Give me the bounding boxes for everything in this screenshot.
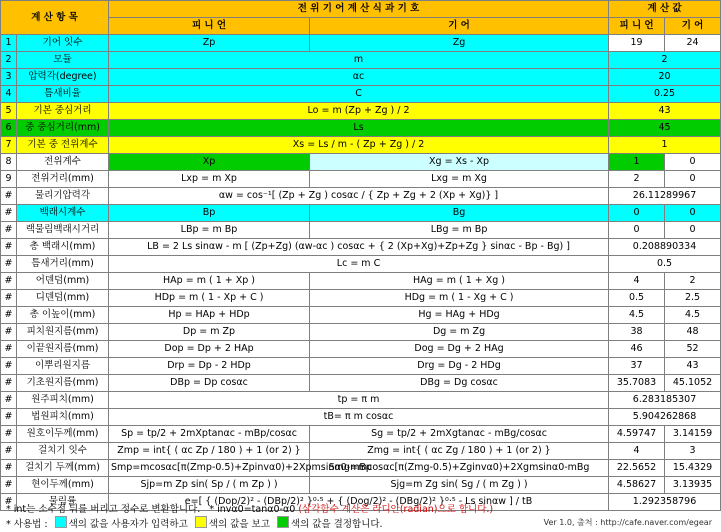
row-value-gear: 43 [665,358,721,375]
row-value-pinion: 4 [609,273,665,290]
sub-pinion-header: 피 니 언 [109,18,310,35]
row-item-name: 걸치기 잇수 [17,443,109,460]
row-value-gear: 48 [665,324,721,341]
row-number: # [1,392,17,409]
row-formula-pinion: Smp=mcosαc[π(Zmp-0.5)+Zpinvα0)+2Xpmsinα0-mBp [109,460,310,477]
row-formula-gear: LBg = m Bp [310,222,609,239]
row-item-name: 디덴덤(mm) [17,290,109,307]
row-item-name: 모듈 [17,52,109,69]
row-value-pinion: 46 [609,341,665,358]
row-value-gear: 4.5 [665,307,721,324]
table-row [1,290,721,307]
row-item-name: 현이두께(mm) [17,477,109,494]
table-row [1,358,721,375]
row-item-name: 총 백래시(mm) [17,239,109,256]
row-formula-pinion: Zp [109,35,310,52]
row-formula-gear: Lxg = m Xg [310,171,609,188]
row-value: 26.11289967 [609,188,721,205]
row-value-gear: 2.5 [665,290,721,307]
row-item-name: 피치원지름(mm) [17,324,109,341]
note-radian: (삼각함수 계산은 라디안(radian)으로 합니다.) [298,504,494,515]
row-value[interactable]: 20 [609,69,721,86]
cyan-swatch-icon [55,516,67,528]
row-value-gear: 3.14159 [665,426,721,443]
row-formula-pinion: HAp = m ( 1 + Xp ) [109,273,310,290]
row-value: 0.5 [609,256,721,273]
row-value-gear[interactable]: 0 [665,154,721,171]
col-result-header: 계 산 값 [609,1,721,18]
row-value[interactable]: 0.25 [609,86,721,103]
row-item-name: 백래시계수 [17,205,109,222]
row-value-gear: 52 [665,341,721,358]
row-formula-gear: Sjg=m Zg sin( Sg / ( m Zg ) ) [310,477,609,494]
row-item-name: 기어 잇수 [17,35,109,52]
row-formula-gear: Bg [310,205,609,222]
note-inv: * invα0=tanα0-α0 [209,504,296,515]
table-row [1,69,721,86]
row-formula-gear: Hg = HAg + HDg [310,307,609,324]
row-value-gear: 3 [665,443,721,460]
row-value: 43 [609,103,721,120]
row-item-name: 어덴덤(mm) [17,273,109,290]
header-row-2 [1,18,721,35]
row-value-gear: 2 [665,273,721,290]
table-row [1,477,721,494]
table-row [1,460,721,477]
row-value-gear[interactable]: 24 [665,35,721,52]
row-number: # [1,307,17,324]
row-formula-gear: HAg = m ( 1 + Xg ) [310,273,609,290]
row-formula-pinion: Lxp = m Xp [109,171,310,188]
row-formula[interactable]: m [109,52,609,69]
row-value-pinion: 4.5 [609,307,665,324]
row-item-name: 물림률 [17,494,109,511]
row-value-pinion: 2 [609,171,665,188]
row-formula-pinion: LBp = m Bp [109,222,310,239]
sub-gear-header: 기 어 [310,18,609,35]
row-number: 5 [1,103,17,120]
row-formula-pinion: Sp = tp/2 + 2mXptanαc - mBp/cosαc [109,426,310,443]
row-number: 4 [1,86,17,103]
row-formula: e=[ { (Dop/2)² - (DBp/2)² }⁰·⁵ + { (Dog/2)² - (DBg/2)² }⁰·⁵ - Ls sinαw ] / tB [109,494,609,511]
row-formula-pinion: Xp [109,154,310,171]
table-row [1,52,721,69]
row-formula: Lc = m C [109,256,609,273]
yellow-swatch-icon [195,516,207,528]
row-item-name: 전위거리(mm) [17,171,109,188]
row-formula-gear: Dog = Dg + 2 HAg [310,341,609,358]
row-item-name: 틈새비율 [17,86,109,103]
row-value-pinion: 4 [609,443,665,460]
sub-res-pinion-header: 피 니 언 [609,18,665,35]
row-formula-gear: Zg [310,35,609,52]
row-number: # [1,273,17,290]
row-formula-gear: DBg = Dg cosαc [310,375,609,392]
row-formula: tB= π m cosαc [109,409,609,426]
row-item-name: 원호이두께(mm) [17,426,109,443]
row-formula-pinion: Zmp = int{ ( αc Zp / 180 ) + 1 (or 2) } [109,443,310,460]
row-number: # [1,426,17,443]
row-item-name: 전위계수 [17,154,109,171]
row-number: 8 [1,154,17,171]
col-formula-header: 전 위 기 어 계 산 식 과 기 호 [109,1,609,18]
row-formula-pinion: Drp = Dp - 2 HDp [109,358,310,375]
table-row [1,239,721,256]
row-item-name: 틈새거리(mm) [17,256,109,273]
row-number: 9 [1,171,17,188]
row-number: # [1,222,17,239]
table-row [1,86,721,103]
row-formula-pinion: Dop = Dp + 2 HAp [109,341,310,358]
row-value-pinion: 0 [609,222,665,239]
row-formula: Xs = Ls / m - ( Zp + Zg ) / 2 [109,137,609,154]
row-number: 2 [1,52,17,69]
row-item-name: 압력각(degree) [17,69,109,86]
row-value: 1.292358796 [609,494,721,511]
row-number: # [1,409,17,426]
row-formula-gear: Xg = Xs - Xp [310,154,609,171]
row-formula: tp = π m [109,392,609,409]
row-number: # [1,477,17,494]
table-row [1,120,721,137]
table-row [1,273,721,290]
note-line-2 [6,516,383,530]
row-formula-gear: Dg = m Zg [310,324,609,341]
row-value-pinion: 37 [609,358,665,375]
note-line-1 [6,501,493,515]
header-row-1 [1,1,721,18]
table-row [1,222,721,239]
row-value-gear: 45.1052 [665,375,721,392]
row-value-gear: 0 [665,171,721,188]
row-item-name: 이끝원지름(mm) [17,341,109,358]
table-row [1,324,721,341]
row-value: 5.904262868 [609,409,721,426]
row-item-name: 총 이높이(mm) [17,307,109,324]
row-value: 0.208890334 [609,239,721,256]
row-value[interactable]: 45 [609,120,721,137]
row-value-gear: 3.13935 [665,477,721,494]
row-number: # [1,324,17,341]
row-item-name: 법원피치(mm) [17,409,109,426]
row-value-pinion: 35.7083 [609,375,665,392]
row-item-name: 걸치기 두께(mm) [17,460,109,477]
row-value-pinion: 0.5 [609,290,665,307]
row-item-name: 이뿌리원지름 [17,358,109,375]
note-view: 색의 값을 보고 [208,519,270,530]
row-value-gear: 15.4329 [665,460,721,477]
table-row [1,256,721,273]
row-item-name: 중 중심거리(mm) [17,120,109,137]
row-number: # [1,256,17,273]
row-value-pinion: 4.59747 [609,426,665,443]
row-number: # [1,443,17,460]
table-row [1,392,721,409]
table-row [1,426,721,443]
row-number: # [1,205,17,222]
row-formula-pinion: DBp = Dp cosαc [109,375,310,392]
row-value-pinion[interactable]: 0 [609,205,665,222]
row-number: # [1,341,17,358]
row-number: # [1,188,17,205]
row-number: # [1,239,17,256]
row-value-gear: 0 [665,222,721,239]
row-formula-pinion: Sjp=m Zp sin( Sp / ( m Zp ) ) [109,477,310,494]
table-row [1,171,721,188]
row-formula: LB = 2 Ls sinαw - m [ (Zp+Zg) (αw-αc ) cosαc + { 2 (Xp+Xg)+Zp+Zg } sinαc - Bp - Bg) ] [109,239,609,256]
row-formula[interactable]: Ls [109,120,609,137]
row-value-pinion[interactable]: 19 [609,35,665,52]
sub-res-gear-header: 기 어 [665,18,721,35]
row-number: # [1,375,17,392]
table-row [1,443,721,460]
row-formula-gear: Zmg = int{ ( αc Zg / 180 ) + 1 (or 2) } [310,443,609,460]
row-number: # [1,460,17,477]
row-value-pinion: 22.5652 [609,460,665,477]
row-formula-pinion: Bp [109,205,310,222]
row-value-pinion[interactable]: 1 [609,154,665,171]
row-item-name: 랙물림백래시거리 [17,222,109,239]
row-number: # [1,494,17,511]
row-value[interactable]: 2 [609,52,721,69]
row-item-name: 기본 중심거리 [17,103,109,120]
table-row [1,375,721,392]
table-row [1,103,721,120]
row-formula-pinion: HDp = m ( 1 - Xp + C ) [109,290,310,307]
row-formula-pinion: Hp = HAp + HDp [109,307,310,324]
table-row [1,307,721,324]
row-formula-pinion: Dp = m Zp [109,324,310,341]
table-row [1,188,721,205]
row-formula[interactable]: αc [109,69,609,86]
note-usage: * 사용법 : [6,519,48,530]
note-int: * int는 소수점 뒤를 버리고 정수로 변환합니다. [6,504,201,515]
green-swatch-icon [277,516,289,528]
table-row [1,409,721,426]
col-item-header: 계 산 항 목 [1,1,109,35]
table-row [1,205,721,222]
row-value-pinion: 4.58627 [609,477,665,494]
row-value-pinion: 38 [609,324,665,341]
row-number: 1 [1,35,17,52]
row-formula-gear: Sg = tp/2 + 2mXgtanαc - mBg/cosαc [310,426,609,443]
row-number: 6 [1,120,17,137]
note-input: 색의 값을 사용자가 입력하고 [68,519,188,530]
row-formula-gear: Smg=mcosαc[π(Zmg-0.5)+Zginvα0)+2Xgmsinα0-mBg [310,460,609,477]
table-row [1,341,721,358]
row-formula-gear: HDg = m ( 1 - Xg + C ) [310,290,609,307]
row-value: 6.283185307 [609,392,721,409]
row-number: 7 [1,137,17,154]
row-formula: αw = cos⁻¹[ (Zp + Zg ) cosαc / { Zp + Zg + 2 (Xp + Xg)} ] [109,188,609,205]
row-value: 1 [609,137,721,154]
note-decide: 색의 값을 결정합니다. [290,519,383,530]
row-item-name: 원주피치(mm) [17,392,109,409]
table-row [1,35,721,52]
row-item-name: 물리기압력각 [17,188,109,205]
version-source: Ver 1.0, 출처 : http://cafe.naver.com/egear [543,518,712,527]
row-formula: Lo = m (Zp + Zg ) / 2 [109,103,609,120]
row-number: 3 [1,69,17,86]
row-item-name: 기본 중 전위계수 [17,137,109,154]
row-number: # [1,290,17,307]
row-formula[interactable]: C [109,86,609,103]
row-value-gear[interactable]: 0 [665,205,721,222]
table-row [1,154,721,171]
table-row [1,137,721,154]
row-number: # [1,358,17,375]
row-item-name: 기초원지름(mm) [17,375,109,392]
row-formula-gear: Drg = Dg - 2 HDg [310,358,609,375]
